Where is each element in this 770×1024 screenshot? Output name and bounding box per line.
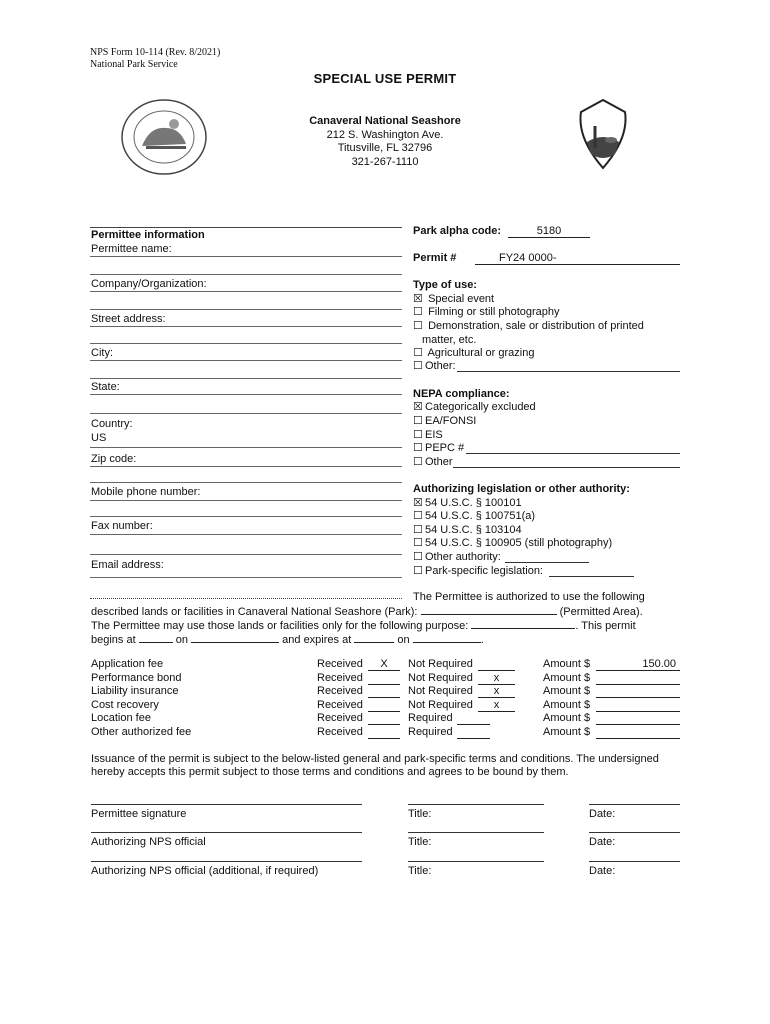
option-label: Demonstration, sale or distribution of printed	[428, 320, 644, 332]
address-line2: Titusville, FL 32796	[337, 142, 433, 154]
title-label: Title:	[408, 865, 432, 877]
fee-amount-label: Amount $	[543, 658, 591, 670]
checkbox-icon: ☐	[413, 360, 423, 372]
pepc-number-field[interactable]	[466, 453, 680, 454]
fee-received-field[interactable]	[368, 726, 400, 739]
authorization-line3	[91, 618, 636, 633]
checkbox-icon: ☐	[413, 456, 423, 468]
city-field[interactable]	[90, 360, 402, 361]
option-label: 54 U.S.C. § 103104	[425, 524, 522, 536]
authority-park-specific[interactable]	[413, 565, 543, 578]
fee-amount-value: 150.00	[642, 658, 676, 670]
signature-label: Permittee signature	[91, 808, 187, 820]
date-line[interactable]	[589, 861, 680, 862]
signature-label: Authorizing NPS official	[91, 836, 206, 848]
option-label: Special event	[428, 293, 495, 305]
fee-status-label: Not Required	[408, 658, 473, 670]
permittee-name-label: Permittee name:	[91, 243, 172, 255]
authorization-line4	[91, 632, 484, 647]
fee-status-label: Required	[408, 726, 453, 738]
street-field[interactable]	[90, 326, 402, 327]
fee-status-label: Not Required	[408, 685, 473, 697]
date-line[interactable]	[589, 832, 680, 833]
expire-time-field[interactable]	[354, 632, 394, 643]
fee-received-field[interactable]	[368, 699, 400, 712]
authorization-text: The Permittee may use those lands or facilities only for the following purpose:	[91, 620, 469, 632]
rule	[90, 413, 402, 414]
park-alpha-label: Park alpha code:	[413, 225, 502, 237]
fee-received-field[interactable]	[368, 658, 400, 671]
authority-other[interactable]	[413, 551, 501, 564]
date-label: Date:	[589, 836, 616, 848]
option-label: EA/FONSI	[425, 415, 477, 427]
rule	[90, 378, 402, 379]
fee-label: Other authorized fee	[91, 726, 192, 738]
type-of-use-other-field[interactable]	[457, 371, 680, 372]
checkbox-checked-icon: ☒	[413, 293, 423, 305]
fee-received-label: Received	[317, 658, 363, 670]
fee-status-label: Not Required	[408, 672, 473, 684]
fee-status-field[interactable]	[457, 712, 490, 725]
fee-status-mark: x	[493, 699, 500, 711]
permit-number-field[interactable]	[475, 252, 680, 265]
type-of-use-agricultural[interactable]	[413, 347, 534, 360]
begin-date-field[interactable]	[191, 632, 279, 643]
fee-status-mark: x	[493, 685, 500, 697]
checkbox-icon: ☐	[413, 347, 423, 359]
authority-100101[interactable]	[413, 497, 522, 510]
title-label: Title:	[408, 836, 432, 848]
fee-amount-label: Amount $	[543, 726, 591, 738]
fee-received-label: Received	[317, 699, 363, 711]
checkbox-icon: ☐	[413, 524, 423, 536]
authorization-line1: The Permittee is authorized to use the following	[413, 591, 645, 603]
permittee-heading: Permittee information	[91, 229, 205, 241]
fee-amount-label: Amount $	[543, 699, 591, 711]
fee-status-field[interactable]	[478, 672, 515, 685]
signature-line[interactable]	[91, 832, 362, 833]
checkbox-icon: ☐	[413, 320, 423, 332]
type-of-use-special-event[interactable]	[413, 293, 494, 306]
nepa-eis[interactable]	[413, 429, 443, 442]
authority-103104[interactable]	[413, 524, 522, 537]
park-name: Canaveral National Seashore	[309, 115, 461, 127]
fee-status-mark: x	[493, 672, 500, 684]
option-label: 54 U.S.C. § 100101	[425, 497, 522, 509]
title-line[interactable]	[408, 861, 544, 862]
fee-label: Liability insurance	[91, 685, 179, 697]
authorization-text: and expires at	[282, 634, 352, 646]
authority-heading: Authorizing legislation or other authority:	[413, 483, 630, 495]
nepa-categorically-excluded[interactable]	[413, 401, 536, 414]
zip-label: Zip code:	[91, 453, 137, 465]
page-title: SPECIAL USE PERMIT	[313, 71, 457, 86]
rule	[90, 309, 402, 310]
rule	[90, 343, 402, 344]
title-line[interactable]	[408, 804, 544, 805]
fee-status-field[interactable]	[478, 685, 515, 698]
checkbox-checked-icon: ☒	[413, 497, 423, 509]
nepa-other[interactable]	[413, 456, 453, 469]
permittee-name-field[interactable]	[90, 256, 402, 257]
city-label: City:	[91, 347, 113, 359]
park-alpha-field[interactable]	[508, 225, 590, 238]
authorization-text: begins at	[91, 634, 136, 646]
rule	[90, 447, 402, 448]
nepa-ea-fonsi[interactable]	[413, 415, 476, 428]
state-label: State:	[91, 381, 120, 393]
option-label: Other:	[425, 360, 456, 372]
checkbox-icon: ☐	[413, 510, 423, 522]
park-specific-field[interactable]	[549, 576, 634, 577]
fee-amount-label: Amount $	[543, 712, 591, 724]
fee-label: Cost recovery	[91, 699, 159, 711]
expire-date-field[interactable]	[413, 632, 481, 643]
country-value[interactable]: US	[91, 432, 107, 444]
permitted-area-field[interactable]	[421, 604, 557, 615]
fee-received-field[interactable]	[368, 672, 400, 685]
authorization-text: . This permit	[575, 620, 636, 632]
fee-label: Performance bond	[91, 672, 182, 684]
fee-label: Application fee	[91, 658, 164, 670]
fee-received-label: Received	[317, 712, 363, 724]
fee-status-label: Required	[408, 712, 453, 724]
mobile-field[interactable]	[90, 500, 402, 501]
email-field[interactable]	[90, 577, 402, 578]
state-field[interactable]	[90, 394, 402, 395]
authorization-text: on	[397, 634, 410, 646]
authorization-line2	[91, 604, 643, 619]
authority-100751[interactable]	[413, 510, 535, 523]
agency-name: National Park Service	[90, 59, 178, 70]
checkbox-icon: ☐	[413, 537, 423, 549]
authorization-text: described lands or facilities in Canaveral National Seashore (Park):	[91, 606, 418, 618]
option-label: Filming or still photography	[428, 306, 560, 318]
authorization-text: .	[480, 634, 484, 646]
fee-status-field[interactable]	[478, 699, 515, 712]
fee-amount-field[interactable]	[596, 672, 680, 685]
signature-line[interactable]	[91, 861, 362, 862]
company-field[interactable]	[90, 291, 402, 292]
checkbox-icon: ☐	[413, 306, 423, 318]
date-label: Date:	[589, 808, 616, 820]
fax-label: Fax number:	[91, 520, 153, 532]
option-label: matter, etc.	[422, 334, 477, 346]
type-of-use-demonstration-cont	[422, 334, 476, 347]
authorization-text: (Permitted Area).	[559, 606, 643, 618]
option-label: Other	[425, 456, 453, 468]
nepa-pepc[interactable]	[413, 442, 464, 455]
fee-amount-field[interactable]	[596, 685, 680, 698]
checkbox-icon: ☐	[413, 429, 423, 441]
option-label: Agricultural or grazing	[427, 347, 535, 359]
park-alpha-value: 5180	[536, 225, 562, 237]
fee-received-field[interactable]	[368, 712, 400, 725]
fee-received-label: Received	[317, 672, 363, 684]
begin-time-field[interactable]	[139, 632, 173, 643]
mobile-label: Mobile phone number:	[91, 486, 201, 498]
title-line[interactable]	[408, 832, 544, 833]
street-label: Street address:	[91, 313, 166, 325]
park-phone: 321-267-1110	[351, 156, 419, 168]
authority-other-field[interactable]	[505, 562, 589, 563]
option-label: Park-specific legislation:	[425, 565, 543, 577]
email-label: Email address:	[91, 559, 164, 571]
option-label: 54 U.S.C. § 100751(a)	[425, 510, 536, 522]
fee-status-label: Not Required	[408, 699, 473, 711]
fee-received-label: Received	[317, 685, 363, 697]
authority-100905[interactable]	[413, 537, 612, 550]
fee-amount-field[interactable]	[596, 712, 680, 725]
title-label: Title:	[408, 808, 432, 820]
fee-received-mark: X	[380, 658, 388, 670]
rule	[90, 598, 402, 599]
date-line[interactable]	[589, 804, 680, 805]
option-label: PEPC #	[425, 442, 465, 454]
fee-received-field[interactable]	[368, 685, 400, 698]
company-label: Company/Organization:	[91, 278, 207, 290]
type-of-use-demonstration[interactable]	[413, 320, 644, 333]
type-of-use-filming[interactable]	[413, 306, 560, 319]
checkbox-icon: ☐	[413, 442, 423, 454]
fee-amount-label: Amount $	[543, 672, 591, 684]
fee-amount-field[interactable]	[596, 658, 680, 671]
fee-received-label: Received	[317, 726, 363, 738]
terms-line1: Issuance of the permit is subject to the below-listed general and park-specific terms and conditions. The undersigned	[91, 753, 659, 765]
rule	[90, 482, 402, 483]
rule	[90, 554, 402, 555]
option-label: 54 U.S.C. § 100905 (still photography)	[425, 537, 613, 549]
fee-amount-field[interactable]	[596, 699, 680, 712]
nepa-other-field[interactable]	[453, 467, 680, 468]
purpose-field[interactable]	[471, 618, 575, 629]
option-label: Categorically excluded	[425, 401, 536, 413]
checkbox-checked-icon: ☒	[413, 401, 423, 413]
rule	[90, 227, 402, 228]
fee-status-field[interactable]	[457, 726, 490, 739]
type-of-use-other[interactable]	[413, 360, 456, 373]
fee-amount-label: Amount $	[543, 685, 591, 697]
option-label: Other authority:	[425, 551, 501, 563]
date-label: Date:	[589, 865, 616, 877]
terms-line2: hereby accepts this permit subject to those terms and conditions and agrees to be bound by them.	[91, 766, 569, 778]
fee-amount-field[interactable]	[596, 726, 680, 739]
address-line1: 212 S. Washington Ave.	[326, 129, 444, 141]
authorization-text: on	[175, 634, 189, 646]
checkbox-icon: ☐	[413, 551, 423, 563]
permit-number-label: Permit #	[413, 252, 457, 264]
checkbox-icon: ☐	[413, 565, 423, 577]
rule	[90, 516, 402, 517]
nepa-heading: NEPA compliance:	[413, 388, 510, 400]
type-of-use-heading: Type of use:	[413, 279, 477, 291]
fax-field[interactable]	[90, 534, 402, 535]
signature-label: Authorizing NPS official (additional, if required)	[91, 865, 319, 877]
zip-field[interactable]	[90, 466, 402, 467]
signature-line[interactable]	[91, 804, 362, 805]
permit-number-value: FY24 0000-	[499, 252, 557, 264]
form-number: NPS Form 10-114 (Rev. 8/2021)	[90, 47, 221, 58]
country-label: Country:	[91, 418, 133, 430]
rule	[90, 274, 402, 275]
checkbox-icon: ☐	[413, 415, 423, 427]
fee-label: Location fee	[91, 712, 151, 724]
fee-status-field[interactable]	[478, 658, 515, 671]
option-label: EIS	[425, 429, 443, 441]
